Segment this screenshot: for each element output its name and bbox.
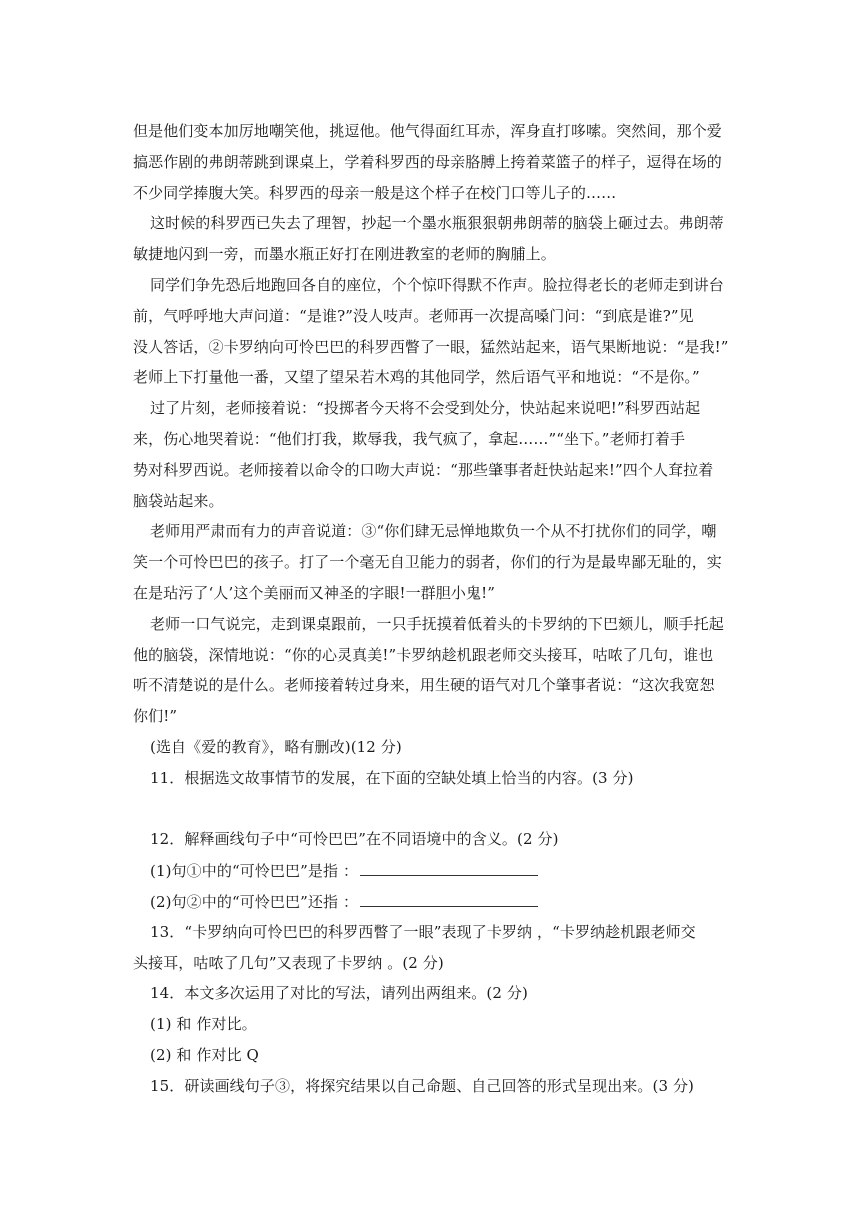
story-line: 但是他们变本加厉地嘲笑他，挑逗他。他气得面红耳赤，浑身直打哆嗦。突然间，那个爱 [133, 122, 722, 140]
story-line: 听不清楚说的是什么。老师接着转过身来，用生硬的语气对几个肇事者说：“这次我宽恕 [133, 676, 715, 694]
story-line: 不少同学捧腹大笑。科罗西的母亲一般是这个样子在校门口等儿子的…… [133, 184, 617, 202]
answer-blank[interactable] [360, 891, 538, 907]
question-11: 11．根据选文故事情节的发展，在下面的空缺处填上恰当的内容。(3 分) [150, 769, 634, 787]
story-line: 搞恶作剧的弗朗蒂跳到课桌上，学着科罗西的母亲胳膊上挎着菜篮子的样子，逗得在场的 [133, 153, 722, 171]
story-line: 老师用严肃而有力的声音说道：③“你们肆无忌惮地欺负一个从不打扰你们的同学，嘲 [150, 522, 717, 540]
question-12-part-1 [150, 860, 750, 881]
question-14: 14．本文多次运用了对比的写法，请列出两组来。(2 分) [150, 984, 528, 1002]
question-15: 15．研读画线句子③，将探究结果以自己命题、自己回答的形式呈现出来。(3 分) [150, 1077, 695, 1095]
story-line: 老师一口气说完，走到课桌跟前，一只手抚摸着低着头的卡罗纳的下巴颏儿，顺手托起 [150, 615, 724, 633]
question-12-part-2-label: (2)句②中的“可怜巴巴”还指 ： [150, 893, 359, 911]
story-line: 你们!” [133, 707, 178, 725]
source-citation: (选自《爱的教育》，略有删改)(12 分) [150, 738, 402, 756]
question-13: 13．“卡罗纳向可怜巴巴的科罗西瞥了一眼”表现了卡罗纳 ，“卡罗纳趁机跟老师交 [150, 923, 696, 941]
question-12-part-1-label: (1)句①中的“可怜巴巴”是指 ： [150, 862, 359, 880]
story-line: 没人答话，②卡罗纳向可怜巴巴的科罗西瞥了一眼，猛然站起来，语气果断地说：“是我!” [133, 338, 729, 356]
story-line: 敏捷地闪到一旁，而墨水瓶正好打在刚进教室的老师的胸脯上。 [133, 245, 556, 263]
story-line: 笑一个可怜巴巴的孩子。打了一个毫无自卫能力的弱者，你们的行为是最卑鄙无耻的，实 [133, 553, 722, 571]
answer-blank[interactable] [360, 860, 538, 876]
question-12: 12．解释画线句子中“可怜巴巴”在不同语境中的含义。(2 分) [150, 830, 559, 848]
question-14-part-1: (1) 和 作对比。 [150, 1015, 257, 1033]
question-12-part-2 [150, 891, 750, 912]
story-line: 在是玷污了‘人’这个美丽而又神圣的字眼!一群胆小鬼!” [133, 584, 495, 602]
story-line: 来，伤心地哭着说：“他们打我，欺辱我，我气疯了，拿起……”“坐下。”老师打着手 [133, 430, 686, 448]
story-line: 同学们争先恐后地跑回各自的座位，个个惊吓得默不作声。脸拉得老长的老师走到讲台 [150, 276, 724, 294]
story-line: 这时候的科罗西已失去了理智，抄起一个墨水瓶狠狠朝弗朗蒂的脑袋上砸过去。弗朗蒂 [150, 214, 724, 232]
story-line: 他的脑袋，深情地说：“你的心灵真美!”卡罗纳趁机跟老师交头接耳，咕哝了几句，谁也 [133, 646, 714, 664]
question-14-part-2: (2) 和 作对比 Q [150, 1046, 259, 1064]
story-line: 过了片刻，老师接着说：“投掷者今天将不会受到处分，快站起来说吧!”科罗西站起 [150, 399, 701, 417]
story-line: 势对科罗西说。老师接着以命令的口吻大声说：“那些肇事者赶快站起来!”四个人耷拉着 [133, 461, 714, 479]
question-13-continued: 头接耳，咕哝了几句”又表现了卡罗纳 。(2 分) [133, 954, 444, 972]
story-line: 老师上下打量他一番，又望了望呆若木鸡的其他同学，然后语气平和地说：“不是你。” [133, 368, 700, 386]
story-line: 前，气呼呼地大声问道：“是谁?”没人吱声。老师再一次提高嗓门问：“到底是谁?”见 [133, 307, 694, 325]
story-line: 脑袋站起来。 [133, 492, 224, 510]
